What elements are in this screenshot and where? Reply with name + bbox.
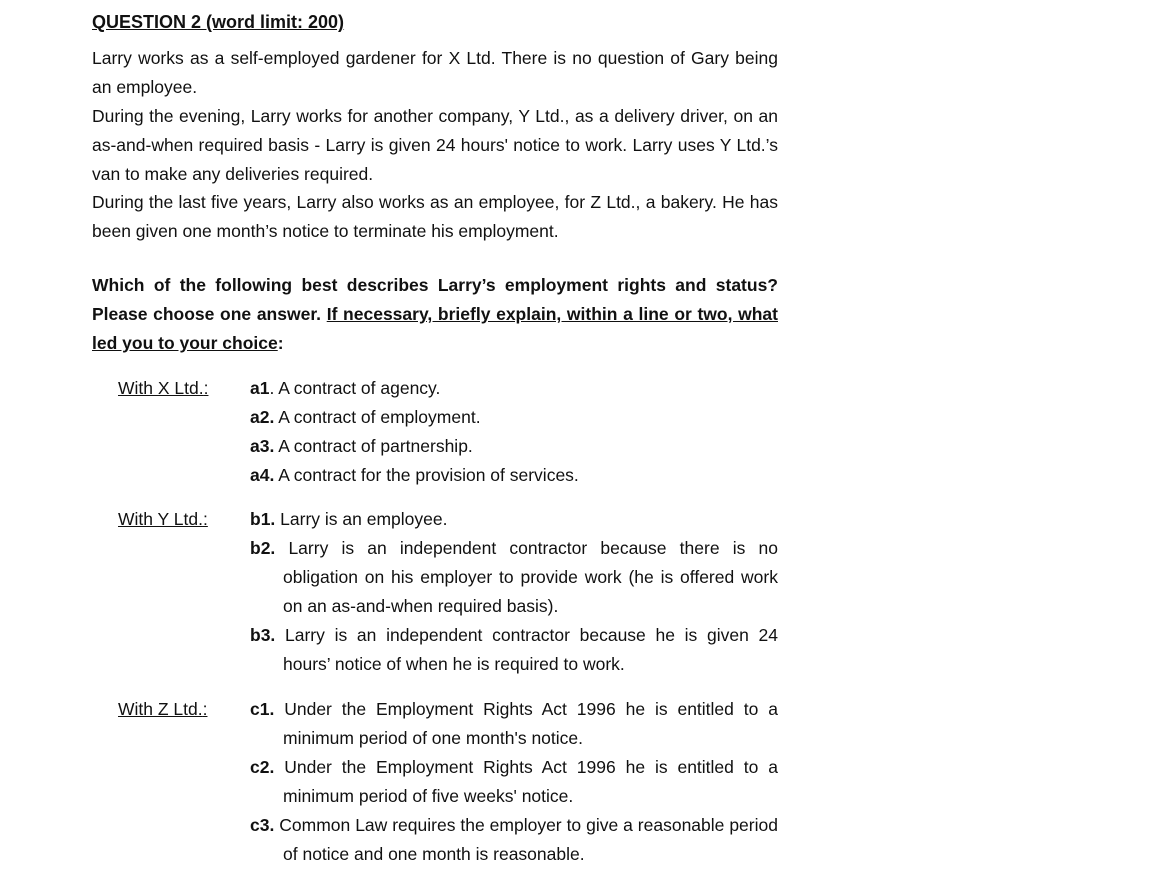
- option-text: A contract of employment.: [278, 407, 481, 427]
- option-text: Under the Employment Rights Act 1996 he is entitled to a minimum period of one month's notice.: [283, 699, 778, 748]
- option-key: c3.: [250, 815, 275, 835]
- option-separator: [274, 699, 284, 719]
- scenario-paragraph-2: During the evening, Larry works for another company, Y Ltd., as a delivery driver, on an as-and-when required basis - Larry is given 24 hours' notice to work. Larry uses Y Ltd.’s van to make any deliveries required.: [92, 106, 778, 184]
- group-label-x-text: With X Ltd.: [118, 378, 204, 398]
- group-label-y-colon: :: [202, 509, 208, 529]
- option-b3[interactable]: [250, 621, 778, 679]
- group-label-z-colon: :: [202, 699, 208, 719]
- option-text: A contract for the provision of services.: [278, 465, 579, 485]
- option-key: a2.: [250, 407, 275, 427]
- option-a2[interactable]: [250, 403, 778, 432]
- option-key: c2.: [250, 757, 275, 777]
- option-a3[interactable]: [250, 432, 778, 461]
- option-key: b3.: [250, 625, 276, 645]
- option-text: A contract of agency.: [278, 378, 441, 398]
- option-text: A contract of partnership.: [278, 436, 473, 456]
- option-key: a3.: [250, 436, 275, 456]
- option-key: c1.: [250, 699, 275, 719]
- group-label-y-text: With Y Ltd.: [118, 509, 203, 529]
- option-separator: [274, 757, 284, 777]
- option-a4[interactable]: [250, 461, 778, 490]
- option-key: a1: [250, 378, 270, 398]
- option-separator: [275, 625, 285, 645]
- option-text: Larry is an independent contractor because he is given 24 hours’ notice of when he is required to work.: [283, 625, 778, 674]
- option-b1[interactable]: [250, 505, 778, 534]
- option-c3[interactable]: [250, 811, 778, 869]
- group-label-y: [118, 505, 208, 534]
- group-label-x-colon: :: [203, 378, 209, 398]
- option-list-x: [250, 374, 778, 490]
- group-label-z: [118, 695, 207, 724]
- option-text: Common Law requires the employer to give a reasonable period of notice and one month is reasonable.: [279, 815, 778, 864]
- question-heading: QUESTION 2 (word limit: 200): [92, 12, 345, 32]
- option-separator: .: [269, 378, 279, 398]
- option-c1[interactable]: [250, 695, 778, 753]
- question-prompt-text: Which of the following best describes Larry’s employment rights and status? Please choose one answer.: [92, 275, 778, 324]
- option-key: b1.: [250, 509, 276, 529]
- option-separator: [275, 538, 288, 558]
- question-prompt: [92, 271, 778, 358]
- option-a1[interactable]: [250, 374, 778, 403]
- option-list-z: [250, 695, 778, 869]
- group-label-x: [118, 374, 208, 403]
- question-prompt-underlined: If necessary, briefly explain, within a line or two, what led you to your choice: [92, 304, 778, 353]
- option-key: b2.: [250, 538, 276, 558]
- option-text: Larry is an independent contractor because there is no obligation on his employer to provide work (he is offered work on an as-and-when required basis).: [283, 538, 778, 616]
- option-b2[interactable]: [250, 534, 778, 621]
- option-c2[interactable]: [250, 753, 778, 811]
- scenario-paragraph-3: During the last five years, Larry also works as an employee, for Z Ltd., a bakery. He has been given one month’s notice to terminate his employment.: [92, 192, 778, 241]
- question-prompt-colon: :: [277, 333, 284, 353]
- option-key: a4.: [250, 465, 275, 485]
- option-text: Under the Employment Rights Act 1996 he is entitled to a minimum period of five weeks' notice.: [283, 757, 778, 806]
- option-text: Larry is an employee.: [280, 509, 448, 529]
- scenario-paragraph-1: Larry works as a self-employed gardener for X Ltd. There is no question of Gary being an employee.: [92, 48, 778, 97]
- group-label-z-text: With Z Ltd.: [118, 699, 203, 719]
- option-list-y: [250, 505, 778, 679]
